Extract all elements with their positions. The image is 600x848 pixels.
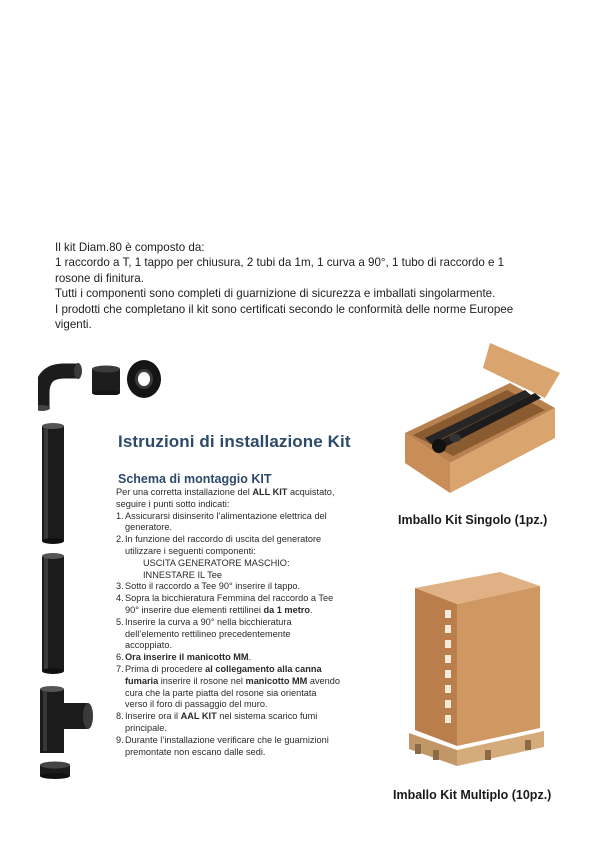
step-item: 6. Ora inserire il manicotto MM. [116, 652, 252, 663]
intro-line: vigenti. [55, 318, 92, 332]
step-item: 8. Inserire ora il AAL KIT nel sistema scarico fumi principale. [116, 711, 318, 733]
step-item: 1. Assicurarsi disinserito l’alimentazione elettrica del generatore. [116, 510, 327, 533]
step-item: 9. Durante l’installazione verificare che le guarnizioni premontate non escano dalle sedi. [116, 734, 329, 757]
tee-90-image [36, 685, 96, 757]
steps-intro: Per una corretta installazione del ALL KIT acquistato, [116, 487, 335, 497]
pipe-1m-image [38, 420, 68, 545]
single-kit-box-image [395, 338, 565, 498]
step-item: 4. Sopra la bicchieratura Femmina del raccordo a Tee 90° inserire due elementi rettilinei da 1 metro. [116, 593, 334, 615]
schema-title: Schema di montaggio KIT [118, 472, 272, 486]
elbow-90-image [38, 363, 86, 411]
kit-description [55, 240, 555, 332]
sleeve-image [90, 365, 122, 395]
rosette-image [125, 359, 163, 399]
steps-list [116, 511, 381, 759]
intro-line: rosone di finitura. [55, 271, 144, 285]
instructions-title: Istruzioni di installazione Kit [118, 432, 351, 451]
multi-kit-pallet-image [405, 568, 545, 778]
steps-intro: seguire i punti sotto indicati: [116, 498, 230, 509]
intro-line: Tutti i componenti sono completi di guarnizione di sicurezza e imballati singolarmente. [55, 287, 496, 301]
cap-image [38, 760, 72, 780]
intro-line: 1 raccordo a T, 1 tappo per chiusura, 2 tubi da 1m, 1 curva a 90°, 1 tubo di raccordo e 1 [55, 256, 505, 270]
single-kit-caption: Imballo Kit Singolo (1pz.) [398, 513, 548, 527]
assembly-steps [116, 487, 381, 758]
step-item: 5. Inserire la curva a 90° nella bicchieratura dell’elemento rettilineo precedentemente accoppiato. [116, 616, 292, 651]
step-item: 3. Sotto il raccordo a Tee 90° inserire il tappo. [116, 581, 301, 592]
intro-line: Il kit Diam.80 è composto da: [55, 241, 205, 254]
kit-components-illustration [30, 345, 125, 785]
multi-kit-caption: Imballo Kit Multiplo (10pz.) [393, 788, 552, 802]
step-item: 7. Prima di procedere al collegamento alla canna fumaria inserire il rosone nel manicotto MM avendo cura che la parte piatta del rosone sia orientata verso il foro di passaggio del muro. [116, 663, 340, 710]
step-item: 2. In funzione del raccordo di uscita del generatore utilizzare i seguenti componenti: USCITA GENERATORE MASCHIO: INNESTARE IL Tee [116, 534, 322, 580]
intro-line: I prodotti che completano il kit sono certificati secondo le conformità delle norme Europee [55, 302, 514, 316]
pipe-1m-image [38, 550, 68, 675]
